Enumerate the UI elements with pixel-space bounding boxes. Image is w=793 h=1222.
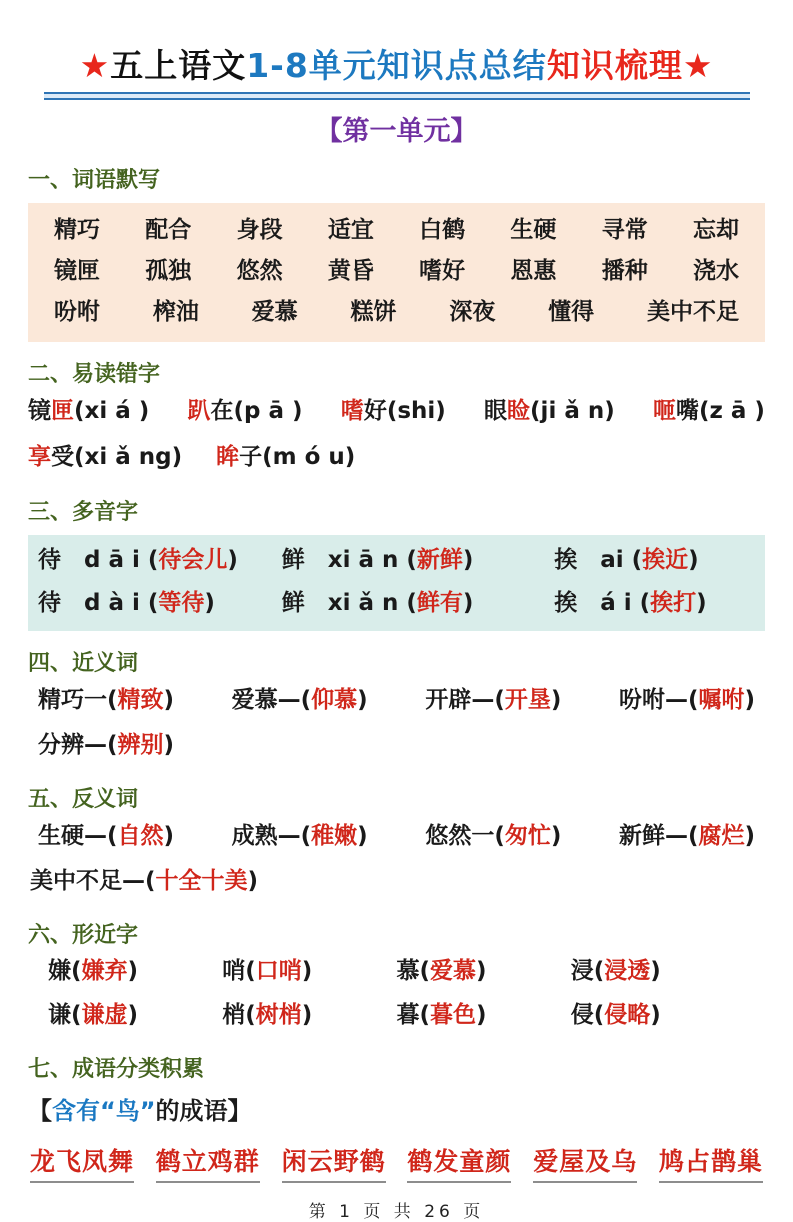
word: 爱慕 <box>251 299 298 325</box>
example-word: 挨近 <box>642 547 689 573</box>
page-number: 第 1 页 共 26 页 <box>308 1202 485 1222</box>
char-black: 眼 <box>484 398 508 424</box>
word: 孤独 <box>145 258 192 284</box>
similar-char-item <box>397 993 571 1037</box>
word: 寻常 <box>601 217 648 243</box>
section-2-heading: 二、易读错字 <box>28 362 161 387</box>
similar-char-item <box>222 993 396 1037</box>
paren: ( <box>593 1002 605 1028</box>
polyphone-row <box>38 582 755 625</box>
word-row <box>54 292 739 333</box>
word-dictation-box <box>28 203 765 342</box>
star-icon: ★ <box>682 46 714 85</box>
section-7-heading: 七、成语分类积累 <box>28 1057 205 1082</box>
misread-row <box>28 434 765 480</box>
paren: ) <box>650 958 661 984</box>
paren: ) <box>550 823 562 849</box>
word-black: 开辟— <box>425 687 495 713</box>
word-black: 美中不足— <box>30 868 145 894</box>
paren: ) <box>247 868 259 894</box>
char-black: 镜 <box>28 398 51 424</box>
paren: ( <box>639 590 651 616</box>
paren: ( <box>147 590 159 616</box>
antonym-item <box>619 813 755 859</box>
paren: ) <box>688 547 699 573</box>
word-red: 精致 <box>117 687 164 713</box>
polyphone-item <box>282 582 554 625</box>
paren: ) <box>744 823 755 849</box>
word: 糕饼 <box>350 299 397 325</box>
polyphone-box <box>28 535 765 631</box>
word: 播种 <box>601 258 648 284</box>
paren: ( <box>494 687 505 713</box>
paren: ) <box>357 823 368 849</box>
word: 榨油 <box>152 299 199 325</box>
polyphone-item <box>554 582 755 625</box>
paren: ) <box>301 958 313 984</box>
char-pinyin: 待 d à i <box>38 590 148 616</box>
paren: ( <box>419 958 431 984</box>
word-red: 嘱咐 <box>698 687 745 713</box>
pinyin: 嘴(z ā ) <box>676 398 765 424</box>
category-rest: 的成语 <box>155 1097 228 1125</box>
word-red: 口哨 <box>255 958 302 984</box>
word-black: 分辨— <box>38 732 107 758</box>
word-black: 爱慕— <box>231 687 301 713</box>
paren: ( <box>107 823 118 849</box>
paren: ) <box>301 1002 313 1028</box>
word-red: 树梢 <box>255 1002 302 1028</box>
word: 悠然 <box>236 258 283 284</box>
char-black: 慕 <box>396 958 420 984</box>
pinyin: (xi á ) <box>74 398 150 424</box>
paren: ) <box>163 687 175 713</box>
char-pinyin: 挨 á i <box>554 590 640 616</box>
similar-char-item <box>571 993 745 1037</box>
char-black: 哨 <box>222 958 246 984</box>
paren: ( <box>406 547 417 573</box>
word-black: 精巧一 <box>38 687 107 713</box>
similar-char-item <box>222 949 396 993</box>
word: 白鹤 <box>419 217 466 243</box>
char-red: 眸 <box>216 444 240 470</box>
word-red: 侵略 <box>604 1002 651 1028</box>
paren: ( <box>107 732 118 758</box>
section-4-heading: 四、近义词 <box>28 651 139 676</box>
antonym-item <box>232 813 368 859</box>
word: 镜匣 <box>54 258 100 284</box>
word-red: 仰慕 <box>311 687 358 713</box>
pinyin: 好(shi) <box>363 398 446 424</box>
word-red: 爱慕 <box>430 958 477 984</box>
char-pinyin: 待 d ā i <box>38 547 148 573</box>
word: 恩惠 <box>510 258 557 284</box>
misread-item <box>216 434 355 480</box>
char-black: 梢 <box>222 1002 246 1028</box>
similar-char-item <box>397 949 571 993</box>
paren: ( <box>593 958 605 984</box>
misread-item <box>188 388 303 434</box>
idiom: 爱屋及乌 <box>533 1142 637 1183</box>
word: 嗜好 <box>419 258 466 284</box>
similar-char-item <box>48 949 222 993</box>
synonym-row <box>28 677 765 723</box>
word-red: 谦虚 <box>81 1002 128 1028</box>
idiom: 鹤立鸡群 <box>156 1142 260 1183</box>
word-row <box>54 210 739 251</box>
char-red: 咂 <box>653 398 676 424</box>
section-3-heading: 三、多音字 <box>28 500 139 525</box>
char-red: 嗜 <box>340 398 364 424</box>
word-red: 辨别 <box>117 732 164 758</box>
char-pinyin: 挨 ai <box>554 547 632 573</box>
word: 懂得 <box>548 299 595 325</box>
title-part-blue: 1-8单元知识点总结 <box>246 46 547 85</box>
misread-item <box>341 388 446 434</box>
star-icon: ★ <box>79 46 111 85</box>
paren: ) <box>744 687 755 713</box>
bracket: 【 <box>28 1097 52 1125</box>
paren: ( <box>145 868 156 894</box>
example-word: 鲜有 <box>416 590 463 616</box>
paren: ) <box>357 687 368 713</box>
char-red: 趴 <box>187 398 211 424</box>
synonym-item <box>425 677 561 723</box>
paren: ) <box>550 687 562 713</box>
word-row <box>54 251 739 292</box>
paren: ) <box>127 958 139 984</box>
char-pinyin: 鲜 xi ǎ n <box>281 590 407 616</box>
page-title <box>28 40 765 87</box>
paren: ) <box>462 590 474 616</box>
word: 适宜 <box>327 217 374 243</box>
title-part-red: 知识梳理 <box>546 46 683 85</box>
pinyin: 在(p ā ) <box>210 398 303 424</box>
example-word: 等待 <box>158 590 205 616</box>
char-black: 浸 <box>570 958 594 984</box>
paren: ( <box>419 1002 431 1028</box>
synonym-item <box>38 723 174 767</box>
misread-row <box>28 388 765 434</box>
idiom-category-title <box>28 1091 765 1126</box>
unit-title: 【第一单元】 <box>315 116 478 147</box>
char-black: 嫌 <box>48 958 71 984</box>
title-double-rule <box>44 92 750 100</box>
word: 配合 <box>145 217 192 243</box>
paren: ) <box>163 823 175 849</box>
paren: ( <box>631 547 643 573</box>
paren: ( <box>245 1002 256 1028</box>
word-red: 自然 <box>117 823 164 849</box>
paren: ( <box>71 1002 82 1028</box>
paren: ) <box>127 1002 139 1028</box>
paren: ) <box>163 732 175 758</box>
paren: ( <box>300 687 312 713</box>
synonym-item <box>38 677 174 723</box>
idiom: 龙飞凤舞 <box>30 1142 134 1183</box>
word-black: 成熟— <box>231 823 301 849</box>
synonym-row <box>28 723 765 767</box>
similar-char-row <box>28 949 765 993</box>
word-red: 稚嫩 <box>311 823 358 849</box>
char-black: 侵 <box>570 1002 594 1028</box>
paren: ( <box>245 958 256 984</box>
idiom: 鹤发童颜 <box>407 1142 511 1183</box>
similar-char-row <box>28 993 765 1037</box>
paren: ) <box>462 547 474 573</box>
word: 生硬 <box>510 217 557 243</box>
paren: ( <box>494 823 505 849</box>
misread-item <box>653 388 765 434</box>
section-6-heading: 六、形近字 <box>28 923 139 948</box>
antonym-row <box>28 859 765 903</box>
section-5-heading: 五、反义词 <box>28 787 139 812</box>
word-black: 吩咐— <box>618 687 688 713</box>
paren: ( <box>107 687 118 713</box>
word: 吩咐 <box>54 299 100 325</box>
polyphone-item <box>554 539 755 582</box>
paren: ) <box>476 1002 487 1028</box>
word-red: 匆忙 <box>504 823 551 849</box>
pinyin: (ji ǎ n) <box>530 398 615 424</box>
idiom: 闲云野鹤 <box>282 1142 386 1183</box>
word: 身段 <box>236 217 283 243</box>
polyphone-item <box>38 539 282 582</box>
paren: ) <box>227 547 238 573</box>
antonym-row <box>28 813 765 859</box>
title-part-black: 五上语文 <box>110 46 247 85</box>
word-black: 新鲜— <box>618 823 688 849</box>
word-red: 嫌弃 <box>81 958 128 984</box>
paren: ( <box>71 958 82 984</box>
polyphone-item <box>38 582 282 625</box>
word-red: 十全十美 <box>155 868 248 894</box>
word-red: 浸透 <box>604 958 651 984</box>
paren: ( <box>406 590 417 616</box>
paren: ( <box>300 823 312 849</box>
section-1-heading: 一、词语默写 <box>28 168 161 193</box>
paren: ) <box>696 590 707 616</box>
polyphone-item <box>282 539 554 582</box>
char-red: 匣 <box>51 398 74 424</box>
word: 浇水 <box>692 258 739 284</box>
char-pinyin: 鲜 xi ā n <box>281 547 407 573</box>
char-red: 睑 <box>507 398 531 424</box>
char-black: 暮 <box>396 1002 420 1028</box>
example-word: 挨打 <box>650 590 697 616</box>
paren: ( <box>687 687 699 713</box>
pinyin: 子(m ó u) <box>239 444 356 470</box>
paren: ( <box>687 823 699 849</box>
word: 深夜 <box>449 299 496 325</box>
synonym-item <box>232 677 368 723</box>
word-black: 生硬— <box>38 823 107 849</box>
idiom: 鸠占鹊巢 <box>659 1142 763 1183</box>
word: 精巧 <box>54 217 100 243</box>
paren: ) <box>204 590 215 616</box>
pinyin: 受(xi ǎ ng) <box>51 444 183 470</box>
paren: ( <box>147 547 159 573</box>
misread-item <box>28 388 149 434</box>
word: 忘却 <box>692 217 739 243</box>
synonym-item <box>619 677 755 723</box>
word-red: 腐烂 <box>698 823 745 849</box>
antonym-item <box>30 859 258 903</box>
word: 黄昏 <box>327 258 374 284</box>
similar-char-item <box>571 949 745 993</box>
example-word: 新鲜 <box>416 547 463 573</box>
char-black: 谦 <box>48 1002 71 1028</box>
polyphone-row <box>38 539 755 582</box>
antonym-item <box>38 813 174 859</box>
word-black: 悠然一 <box>425 823 495 849</box>
similar-char-item <box>48 993 222 1037</box>
idiom-row <box>28 1142 765 1183</box>
bracket: 】 <box>227 1097 252 1125</box>
paren: ) <box>476 958 487 984</box>
char-red: 享 <box>28 444 51 470</box>
example-word: 待会儿 <box>158 547 228 573</box>
antonym-item <box>425 813 561 859</box>
word-red: 开垦 <box>504 687 551 713</box>
paren: ) <box>650 1002 661 1028</box>
word-red: 暮色 <box>430 1002 477 1028</box>
misread-item <box>28 434 182 480</box>
word: 美中不足 <box>646 299 739 325</box>
category-keyword: 含有“鸟” <box>52 1097 156 1125</box>
misread-item <box>484 388 615 434</box>
